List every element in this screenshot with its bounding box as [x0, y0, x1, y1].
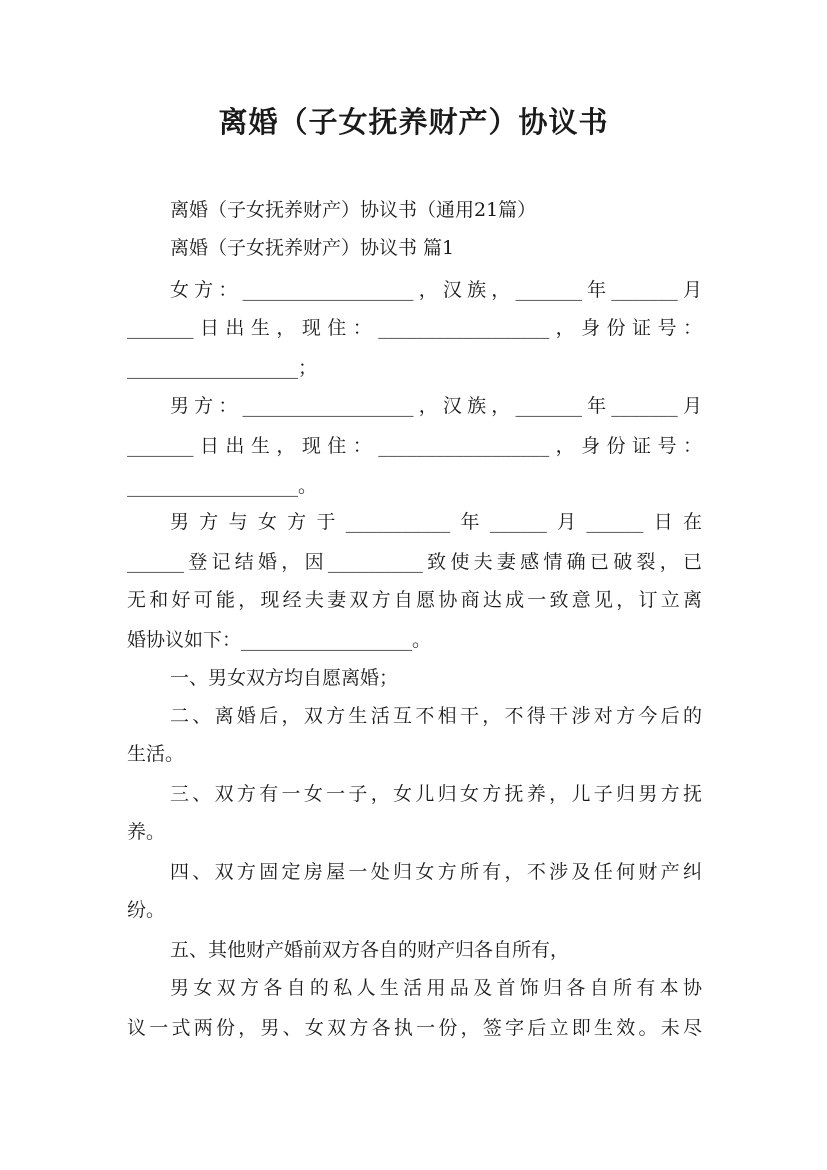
paragraph-line: 纷。: [127, 899, 166, 921]
paragraph-line: __________________；: [127, 357, 318, 379]
clause-2: 二、离婚后，双方生活互不相干，不得干涉对方今后的: [170, 705, 702, 727]
section-heading: 离婚（子女抚养财产）协议书 篇1: [170, 237, 455, 259]
paragraph-line: 生活。: [127, 743, 185, 765]
paragraph-line: 男方：__________________，汉族，_______年_______月: [170, 395, 702, 417]
paragraph-line: 女方：__________________，汉族，_______年_______月: [170, 279, 702, 301]
paragraph-line: _______日出生，现住：__________________，身份证号：: [127, 435, 702, 457]
paragraph-line: ______登记结婚，因__________致使夫妻感情确已破裂，已: [127, 551, 702, 573]
clause-3: 三、双方有一女一子，女儿归女方抚养，儿子归男方抚: [170, 783, 702, 805]
paragraph-line: _______日出生，现住：__________________，身份证号：: [127, 317, 702, 339]
paragraph-line: 男女双方各自的私人生活用品及首饰归各自所有本协: [170, 977, 702, 999]
paragraph-line: 议一式两份，男、女双方各执一份，签字后立即生效。未尽: [127, 1017, 702, 1039]
paragraph-line: 无和好可能，现经夫妻双方自愿协商达成一致意见，订立离: [127, 589, 702, 611]
paragraph-line: 男方与女方于___________年______月______日在: [170, 511, 702, 533]
paragraph-line: __________________。: [127, 475, 318, 497]
document-title: 离婚（子女抚养财产）协议书: [218, 105, 609, 139]
paragraph-line: 婚协议如下：__________________。: [127, 629, 432, 651]
paragraph-line: 养。: [127, 821, 166, 843]
clause-4: 四、双方固定房屋一处归女方所有，不涉及任何财产纠: [170, 861, 702, 883]
clause-5: 五、其他财产婚前双方各自的财产归各自所有，: [170, 939, 570, 961]
document-subtitle: 离婚（子女抚养财产）协议书（通用21篇）: [170, 199, 537, 221]
clause-1: 一、男女双方均自愿离婚；: [170, 667, 399, 689]
